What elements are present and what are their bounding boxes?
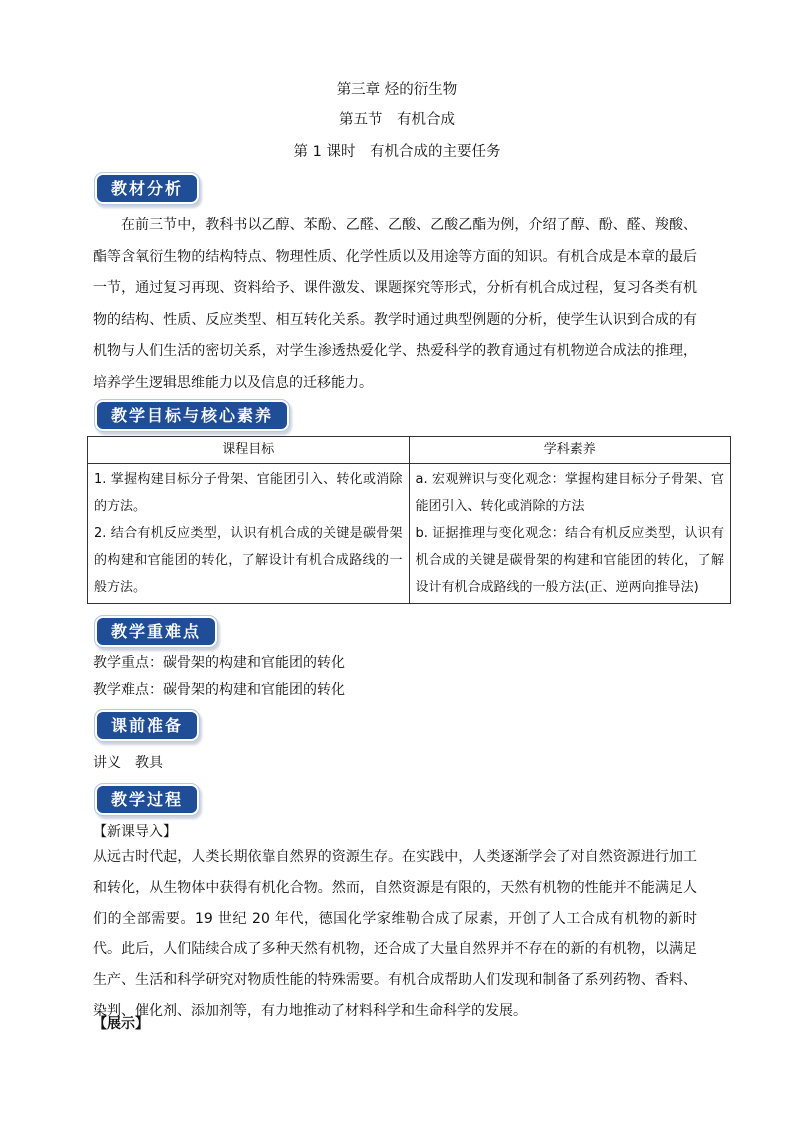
course-goals-header: 课程目标	[88, 437, 410, 464]
goals-table	[87, 436, 731, 604]
intro-heading: 【新课导入】	[93, 824, 177, 840]
analysis-badge: 教材分析	[97, 175, 197, 202]
process-badge: 教学过程	[97, 786, 197, 813]
course-goals-cell	[88, 464, 410, 604]
lesson-title: 第 1 课时 有机合成的主要任务	[293, 144, 501, 160]
teaching-difficulty: 教学难点：碳骨架的构建和官能团的转化	[93, 682, 345, 698]
course-goal-item: 2. 结合有机反应类型，认识有机合成的关键是碳骨架的构建和官能团的转化，了解设计有机合成路线的一般方法。	[94, 526, 403, 595]
teaching-key-point: 教学重点：碳骨架的构建和官能团的转化	[93, 655, 345, 671]
section-title: 第五节 有机合成	[339, 112, 455, 128]
course-goal-item: 1. 掌握构建目标分子骨架、官能团引入、转化或消除的方法。	[94, 472, 403, 514]
goals-badge: 教学目标与核心素养	[97, 402, 287, 429]
literacy-cell	[409, 464, 731, 604]
literacy-item: a. 宏观辨识与变化观念：掌握构建目标分子骨架、官能团引入、转化或消除的方法	[415, 472, 724, 514]
preparation-text: 讲义 教具	[93, 755, 163, 771]
analysis-text: 在前三节中，教科书以乙醇、苯酚、乙醛、乙酸、乙酸乙酯为例，介绍了醇、酚、醛、羧酸、酯等含氧衍生物的结构特点、物理性质、化学性质以及用途等方面的知识。有机合成是本章的最后一节，通过复习再现、资料给予、课件激发、课题探究等形式，分析有机合成过程，复习各类有机物的结构、性质、反应类型、相互转化关系。教学时通过典型例题的分析，使学生认识到合成的有机物与人们生活的密切关系，对学生渗透热爱化学、热爱科学的教育通过有机物逆合成法的推理，培养学生逻辑思维能力以及信息的迁移能力。	[93, 217, 697, 391]
chapter-title: 第三章 烃的衍生物	[336, 82, 458, 98]
key-points-badge: 教学重难点	[97, 618, 215, 645]
literacy-item: b. 证据推理与变化观念：结合有机反应类型，认识有机合成的关键是碳骨架的构建和官能团的转化，了解设计有机合成路线的一般方法(正、逆两向推导法)	[415, 526, 724, 595]
goals-table-row	[88, 464, 731, 604]
show-heading: 【展示】	[93, 1016, 149, 1032]
preparation-badge: 课前准备	[97, 712, 197, 739]
intro-text: 从远古时代起，人类长期依靠自然界的资源生存。在实践中，人类逐渐学会了对自然资源进行加工和转化，从生物体中获得有机化合物。然而，自然资源是有限的，天然有机物的性能并不能满足人们的全部需要。19 世纪 20 年代，德国化学家维勒合成了尿素，开创了人工合成有机物的新时代。此后，人们陆续合成了多种天然有机物，还合成了大量自然界并不存在的新的有机物，以满足生产、生活和科学研究对物质性能的特殊需要。有机合成帮助人们发现和制备了系列药物、香料、染判、催化剂、添加剂等，有力地推动了材料科学和生命科学的发展。	[93, 849, 697, 1019]
literacy-header: 学科素养	[409, 437, 731, 464]
goals-table-header-row	[88, 437, 731, 464]
